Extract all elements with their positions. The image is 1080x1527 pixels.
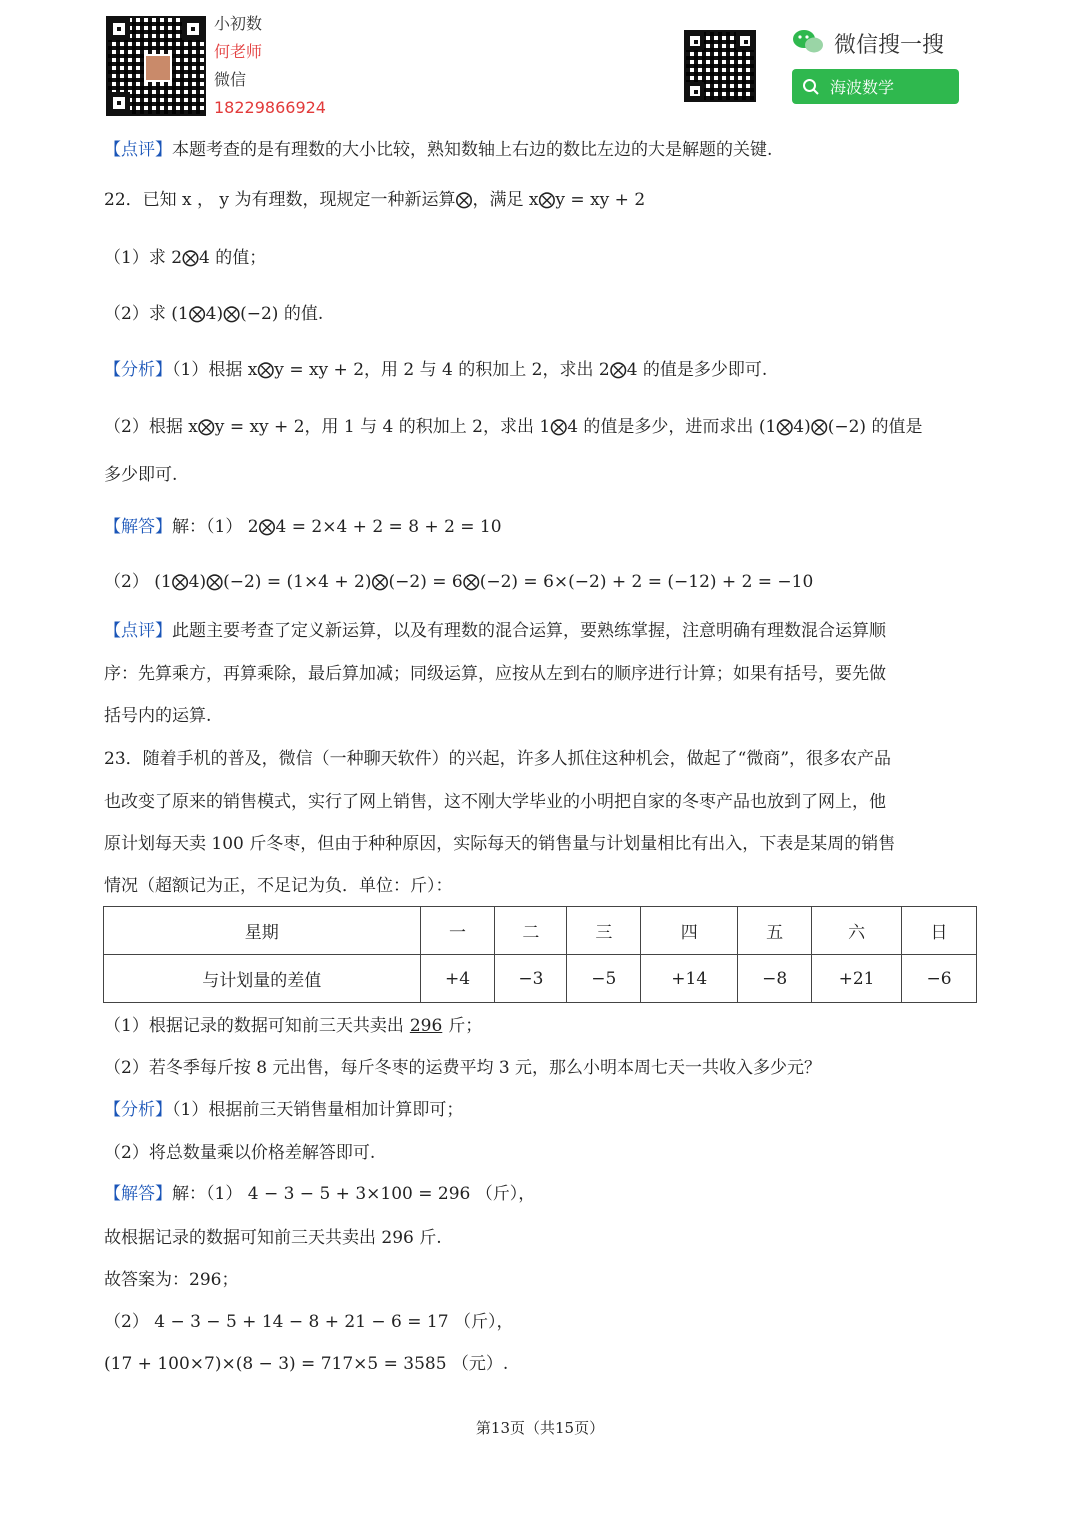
text: （2）根据 x⨂y = xy + 2，用 1 与 4 的积加上 2，求出 1⨂4 的值是多少，进而求出 (1⨂4)⨂(−2) 的值是 bbox=[104, 417, 923, 437]
avatar bbox=[144, 54, 172, 82]
text: 故根据记录的数据可知前三天共卖出 296 斤. bbox=[104, 1228, 442, 1248]
text: 情况（超额记为正，不足记为负．单位：斤）： bbox=[104, 876, 453, 896]
text: 22．已知 x ， y 为有理数，现规定一种新运算⨂，满足 x⨂y = xy + 2 bbox=[104, 190, 646, 210]
text: （2）求 (1⨂4)⨂(−2) 的值. bbox=[104, 304, 324, 324]
question-23-line-4 bbox=[104, 874, 978, 898]
question-23-part-2 bbox=[104, 1056, 978, 1080]
solution-23-line-4 bbox=[104, 1310, 978, 1334]
comment-line-3 bbox=[104, 662, 978, 686]
question-22-part-2 bbox=[104, 302, 978, 326]
tag-analysis: 【分析】 bbox=[104, 1100, 172, 1120]
contact-phone: 18229866924 bbox=[214, 98, 326, 117]
search-icon bbox=[802, 78, 820, 96]
solution-line-1 bbox=[104, 515, 978, 539]
text: 故答案为：296； bbox=[104, 1270, 239, 1290]
analysis-23-line-2 bbox=[104, 1141, 978, 1165]
solution-23-line-3 bbox=[104, 1268, 978, 1292]
table-cell: 六 bbox=[812, 907, 902, 955]
table-cell: 三 bbox=[567, 907, 641, 955]
wechat-search-title: 微信搜一搜 bbox=[834, 33, 945, 58]
text: 此题主要考查了定义新运算，以及有理数的混合运算，要熟练掌握，注意明确有理数混合运算顺 bbox=[172, 621, 886, 641]
teacher-contact bbox=[214, 10, 326, 122]
table-cell: 四 bbox=[641, 907, 738, 955]
text: 也改变了原来的销售模式，实行了网上销售，这不刚大学毕业的小明把自家的冬枣产品也放到了网上，他 bbox=[104, 792, 886, 812]
table-cell: 一 bbox=[420, 907, 495, 955]
text: （1）根据前三天销售量相加计算即可； bbox=[172, 1100, 464, 1120]
question-23-part-1 bbox=[104, 1014, 978, 1038]
table-cell: 二 bbox=[495, 907, 567, 955]
table-header-row bbox=[104, 907, 977, 955]
comment-line-2 bbox=[104, 619, 978, 643]
tag-comment: 【点评】 bbox=[104, 140, 172, 160]
qr-code-wechat bbox=[686, 32, 754, 100]
text: （2） (1⨂4)⨂(−2) = (1×4 + 2)⨂(−2) = 6⨂(−2) = 6×(−2) + 2 = (−12) + 2 = −10 bbox=[104, 572, 814, 592]
solution-line-2 bbox=[104, 570, 978, 594]
contact-line-1: 小初数 bbox=[214, 14, 263, 33]
text: 原计划每天卖 100 斤冬枣，但由于种种原因，实际每天的销售量与计划量相比有出入，下表是某周的销售 bbox=[104, 834, 896, 854]
table-cell: −8 bbox=[738, 955, 812, 1003]
table-cell: −3 bbox=[495, 955, 567, 1003]
analysis-line-3 bbox=[104, 463, 978, 487]
table-cell: −5 bbox=[567, 955, 641, 1003]
text: （2）若冬季每斤按 8 元出售，每斤冬枣的运费平均 3 元，那么小明本周七天一共收入多少元？ bbox=[104, 1058, 822, 1078]
text: 解：（1） 2⨂4 = 2×4 + 2 = 8 + 2 = 10 bbox=[172, 517, 502, 537]
table-cell: 日 bbox=[902, 907, 977, 955]
contact-line-3: 微信 bbox=[214, 70, 247, 89]
wechat-logo-icon bbox=[792, 28, 824, 56]
text: 序：先算乘方，再算乘除，最后算加减；同级运算，应按从左到右的顺序进行计算；如果有括号，要先做 bbox=[104, 664, 886, 684]
table-cell: 与计划量的差值 bbox=[104, 955, 421, 1003]
contact-line-2: 何老师 bbox=[214, 42, 263, 61]
table-cell: +21 bbox=[812, 955, 902, 1003]
analysis-23-line-1 bbox=[104, 1098, 978, 1122]
comment-line-4 bbox=[104, 704, 978, 728]
text: 斤； bbox=[448, 1016, 483, 1036]
text: (17 + 100×7)×(8 − 3) = 717×5 = 3585 （元）. bbox=[104, 1354, 509, 1374]
tag-comment: 【点评】 bbox=[104, 621, 172, 641]
tag-solution: 【解答】 bbox=[104, 517, 172, 537]
question-23-line-2 bbox=[104, 790, 978, 814]
table-cell: +4 bbox=[420, 955, 495, 1003]
table-cell: −6 bbox=[902, 955, 977, 1003]
page-number: 第13页（共15页） bbox=[475, 1419, 605, 1437]
tag-solution: 【解答】 bbox=[104, 1184, 172, 1204]
solution-23-line-5 bbox=[104, 1352, 978, 1376]
answer-blank: 296 bbox=[409, 1016, 443, 1036]
text: 本题考查的是有理数的大小比较，熟知数轴上右边的数比左边的大是解题的关键. bbox=[172, 140, 773, 160]
qr-code-teacher bbox=[108, 18, 204, 114]
table-cell: 五 bbox=[738, 907, 812, 955]
text: 多少即可. bbox=[104, 465, 178, 485]
table-cell: 星期 bbox=[104, 907, 421, 955]
search-button-label: 海波数学 bbox=[830, 78, 895, 97]
text: 23．随着手机的普及，微信（一种聊天软件）的兴起，许多人抓住这种机会，做起了“微商”，很多农产品 bbox=[104, 749, 892, 769]
text: （1）根据记录的数据可知前三天共卖出 bbox=[104, 1016, 404, 1036]
text: 括号内的运算. bbox=[104, 706, 212, 726]
question-22-part-1 bbox=[104, 246, 978, 270]
solution-23-line-1 bbox=[104, 1182, 978, 1206]
question-23-line-3 bbox=[104, 832, 978, 856]
text: （2） 4 − 3 − 5 + 14 − 8 + 21 − 6 = 17 （斤）， bbox=[104, 1312, 514, 1332]
solution-23-line-2 bbox=[104, 1226, 978, 1250]
analysis-line-2 bbox=[104, 415, 978, 439]
question-23-line-1 bbox=[104, 747, 978, 771]
sales-table bbox=[103, 906, 977, 1003]
analysis-line-1 bbox=[104, 358, 978, 382]
comment-line-1 bbox=[104, 138, 978, 162]
text: （2）将总数量乘以价格差解答即可. bbox=[104, 1143, 376, 1163]
text: （1）根据 x⨂y = xy + 2，用 2 与 4 的积加上 2，求出 2⨂4 的值是多少即可. bbox=[172, 360, 768, 380]
table-row bbox=[104, 955, 977, 1003]
question-22 bbox=[104, 188, 978, 212]
table-cell: +14 bbox=[641, 955, 738, 1003]
search-button[interactable] bbox=[792, 69, 959, 104]
text: 解：（1） 4 − 3 − 5 + 3×100 = 296 （斤）， bbox=[172, 1184, 536, 1204]
text: （1）求 2⨂4 的值； bbox=[104, 248, 267, 268]
tag-analysis: 【分析】 bbox=[104, 360, 172, 380]
